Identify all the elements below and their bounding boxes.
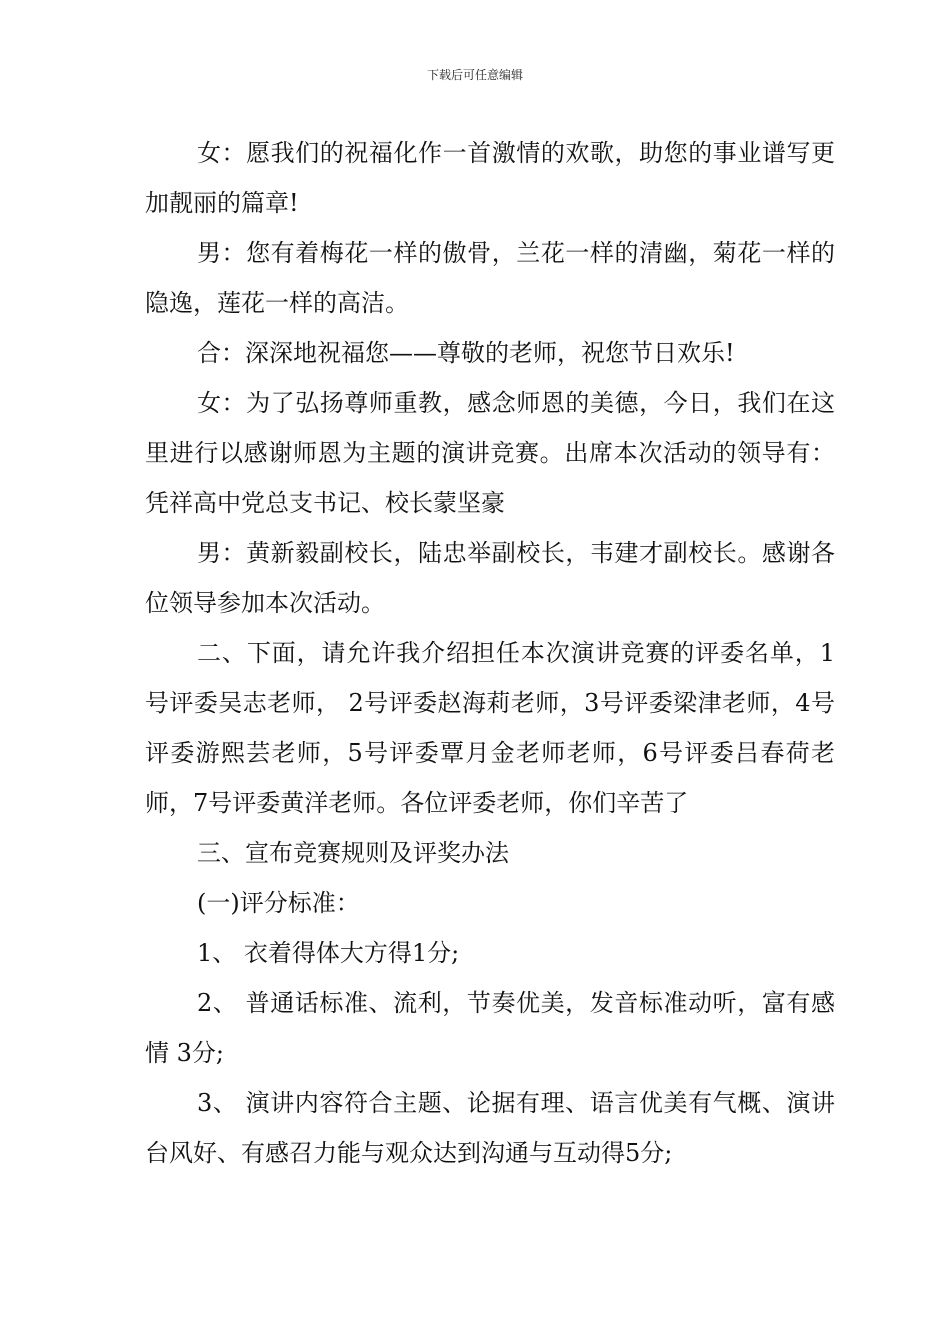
paragraph-9: 1、 衣着得体大方得1分; — [197, 939, 460, 967]
paragraph-3: 合：深深地祝福您——尊敬的老师，祝您节日欢乐! — [197, 339, 735, 367]
paragraph-8: (一)评分标准： — [197, 889, 360, 917]
paragraph-11: 3、 演讲内容符合主题、论据有理、语言优美有气概、演讲台风好、有感召力能与观众达到沟通与互动得5分; — [145, 1089, 835, 1167]
paragraph-10: 2、 普通话标准、流利，节奏优美，发音标准动听，富有感情 3分; — [145, 989, 835, 1067]
paragraph-6: 二、下面，请允许我介绍担任本次演讲竞赛的评委名单，1号评委吴志老师， 2号评委赵海莉老师，3号评委梁津老师，4号评委游熙芸老师，5号评委覃月金老师老师，6号评委吕春荷老师，7号评委黄洋老师。各位评委老师，你们辛苦了 — [145, 639, 835, 817]
paragraph-1: 女：愿我们的祝福化作一首激情的欢歌，助您的事业谱写更加靓丽的篇章! — [145, 139, 835, 217]
paragraph-4: 女：为了弘扬尊师重教，感念师恩的美德，今日，我们在这里进行以感谢师恩为主题的演讲竞赛。出席本次活动的领导有：凭祥高中党总支书记、校长蒙坚豪 — [145, 389, 835, 517]
paragraph-7: 三、宣布竞赛规则及评奖办法 — [197, 839, 509, 867]
page-header: 下载后可任意编辑 — [426, 68, 523, 82]
paragraph-5: 男：黄新毅副校长，陆忠举副校长，韦建才副校长。感谢各位领导参加本次活动。 — [145, 539, 835, 617]
document-body — [145, 128, 835, 1178]
paragraph-2: 男：您有着梅花一样的傲骨，兰花一样的清幽，菊花一样的隐逸，莲花一样的高洁。 — [145, 239, 835, 317]
